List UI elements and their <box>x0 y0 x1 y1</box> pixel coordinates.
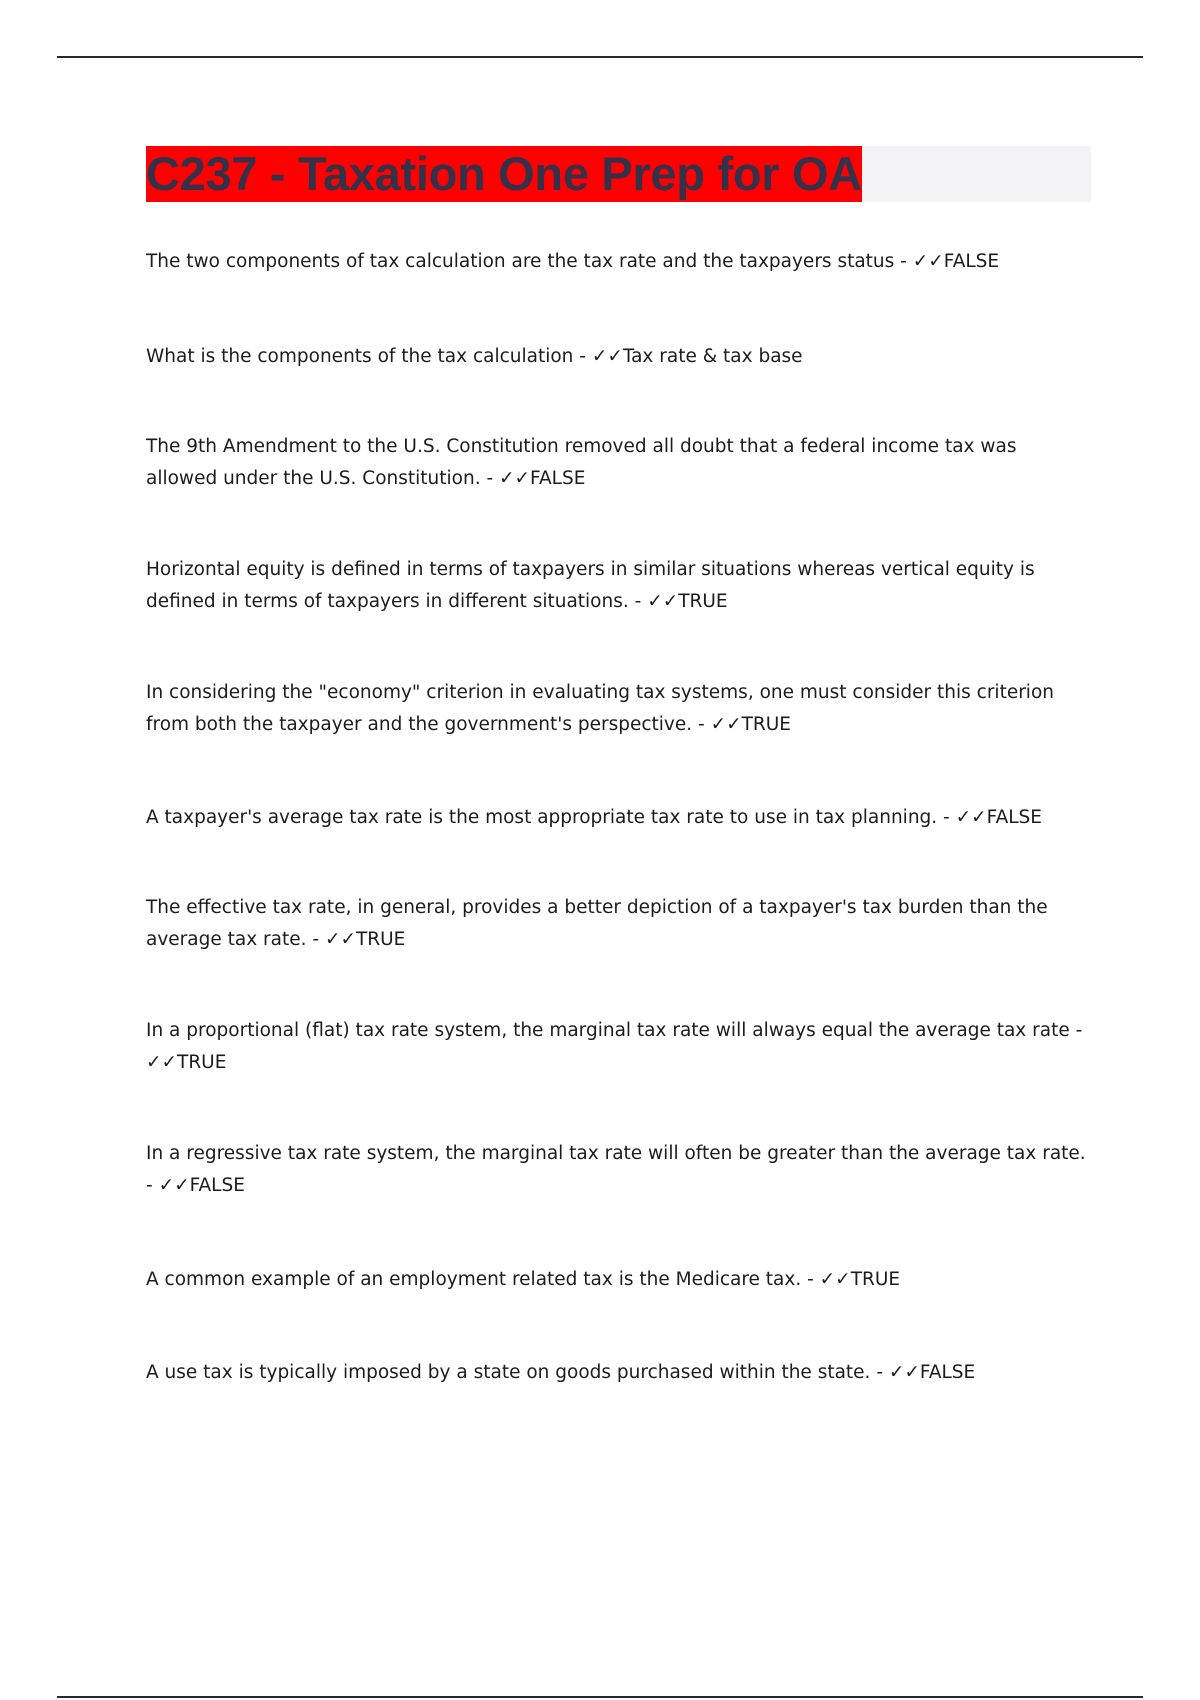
separator: - <box>894 251 913 272</box>
answer-text: TRUE <box>177 1052 227 1073</box>
qa-item <box>146 1138 1091 1202</box>
qa-item <box>146 554 1091 618</box>
title-highlight <box>146 146 862 202</box>
check-mark-icon: ✓✓ <box>710 714 742 735</box>
qa-item <box>146 246 1091 278</box>
separator: - <box>1069 1020 1083 1041</box>
answer-text: FALSE <box>530 468 586 489</box>
answer-text: TRUE <box>355 929 406 950</box>
answer-text: FALSE <box>986 807 1042 828</box>
check-mark-icon: ✓✓ <box>591 346 623 367</box>
answer-text: FALSE <box>919 1362 976 1383</box>
question-text: In a proportional (flat) tax rate system, the marginal tax rate will always equal the average tax rate <box>146 1020 1070 1041</box>
check-mark-icon: ✓✓ <box>499 468 531 489</box>
qa-item <box>146 341 1091 373</box>
top-divider <box>57 56 1143 58</box>
separator: - <box>573 346 592 367</box>
question-text: The 9th Amendment to the U.S. Constitution removed all doubt that a federal income tax was allowed under the U.S. Constitution. <box>146 436 1017 489</box>
qa-item <box>146 431 1091 495</box>
separator: - <box>628 591 648 612</box>
check-mark-icon: ✓✓ <box>955 807 987 828</box>
question-text: The two components of tax calculation are the tax rate and the taxpayers status <box>146 251 895 272</box>
question-text: A common example of an employment related tax is the Medicare tax. <box>146 1269 802 1290</box>
qa-item <box>146 892 1091 956</box>
qa-item <box>146 1357 1091 1389</box>
check-mark-icon: ✓✓ <box>647 591 679 612</box>
check-mark-icon: ✓✓ <box>146 1052 178 1073</box>
separator: - <box>480 468 500 489</box>
question-text: What is the components of the tax calculation <box>146 346 574 367</box>
answer-text: TRUE <box>741 714 791 735</box>
check-mark-icon: ✓✓ <box>888 1362 920 1383</box>
title-banner <box>146 146 1091 202</box>
question-text: A use tax is typically imposed by a state on goods purchased within the state. <box>146 1362 871 1383</box>
check-mark-icon: ✓✓ <box>912 251 944 272</box>
answer-text: FALSE <box>943 251 1000 272</box>
question-text: In considering the "economy" criterion in evaluating tax systems, one must consider this criterion from both the taxpayer and the government's perspective. <box>146 682 1054 735</box>
qa-item <box>146 802 1091 834</box>
separator: - <box>870 1362 889 1383</box>
qa-item <box>146 1015 1091 1079</box>
answer-text: TRUE <box>678 591 728 612</box>
answer-text: TRUE <box>850 1269 901 1290</box>
qa-item <box>146 677 1091 741</box>
answer-text: Tax rate & tax base <box>622 346 803 367</box>
question-text: In a regressive tax rate system, the marginal tax rate will often be greater than the average tax rate. <box>146 1143 1086 1164</box>
qa-item <box>146 1264 1091 1296</box>
check-mark-icon: ✓✓ <box>158 1175 190 1196</box>
separator: - <box>801 1269 820 1290</box>
answer-text: FALSE <box>189 1175 245 1196</box>
separator: - <box>146 1175 159 1196</box>
question-text: A taxpayer's average tax rate is the most appropriate tax rate to use in tax planning. <box>146 807 938 828</box>
check-mark-icon: ✓✓ <box>324 929 356 950</box>
bottom-divider <box>57 1696 1143 1698</box>
question-text: The effective tax rate, in general, provides a better depiction of a taxpayer's tax burden than the average tax rate. <box>146 897 1048 950</box>
check-mark-icon: ✓✓ <box>819 1269 851 1290</box>
separator: - <box>306 929 325 950</box>
question-text: Horizontal equity is defined in terms of taxpayers in similar situations whereas vertical equity is defined in terms of taxpayers in different situations. <box>146 559 1035 612</box>
separator: - <box>692 714 711 735</box>
page-title: C237 - Taxation One Prep for OA <box>146 147 862 200</box>
separator: - <box>937 807 956 828</box>
